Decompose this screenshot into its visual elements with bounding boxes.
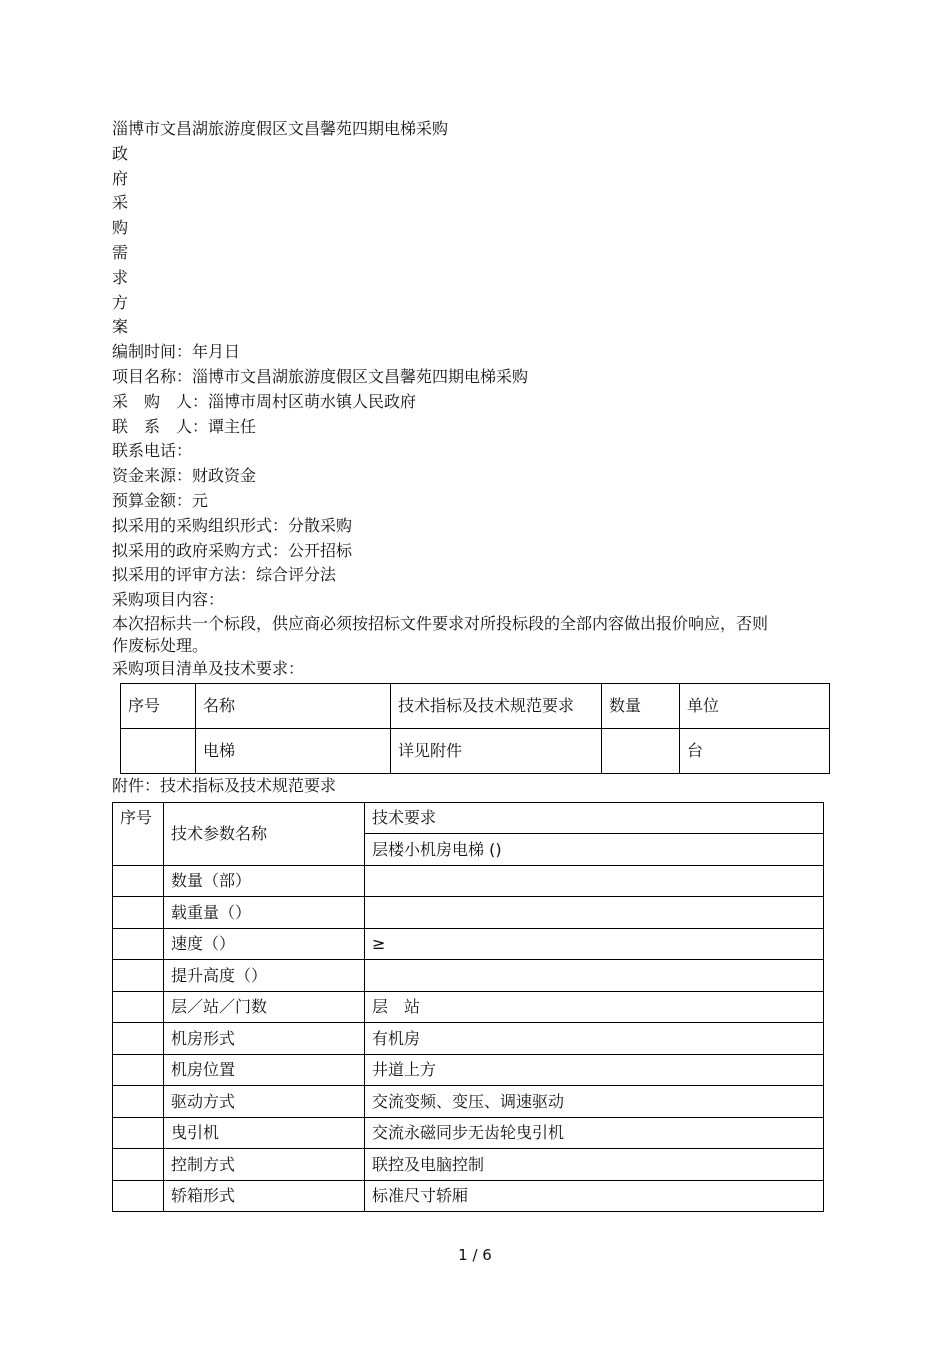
table-cell xyxy=(113,1117,164,1149)
table-cell: 机房位置 xyxy=(164,1054,365,1086)
table-header-row xyxy=(121,683,830,728)
document-content xyxy=(112,117,832,1212)
project-name: 项目名称：淄博市文昌湖旅游度假区文昌馨苑四期电梯采购 xyxy=(112,366,529,386)
table-cell: 有机房 xyxy=(365,1023,824,1055)
table-cell: 机房形式 xyxy=(164,1023,365,1055)
table-cell xyxy=(113,1023,164,1055)
header-cell: 单位 xyxy=(680,683,830,728)
table-row xyxy=(113,991,824,1023)
table-row xyxy=(113,865,824,897)
contact-phone: 联系电话： xyxy=(112,441,193,461)
table-cell xyxy=(365,960,824,992)
table-cell: 驱动方式 xyxy=(164,1086,365,1118)
procurement-list-table xyxy=(120,683,830,774)
table-row xyxy=(113,960,824,992)
vertical-title-char: 案 xyxy=(112,317,129,337)
table-cell: 层 站 xyxy=(365,991,824,1023)
table-cell: 交流永磁同步无齿轮曳引机 xyxy=(365,1117,824,1149)
table-cell xyxy=(113,1149,164,1181)
table-cell: 详见附件 xyxy=(391,728,602,773)
header-cell: 名称 xyxy=(196,683,391,728)
info-block xyxy=(112,340,832,613)
table-cell xyxy=(113,928,164,960)
table-row xyxy=(113,1117,824,1149)
table-row xyxy=(113,928,824,960)
page-number: 1 / 6 xyxy=(458,1246,492,1264)
table-cell xyxy=(113,865,164,897)
table-cell: 标准尺寸轿厢 xyxy=(365,1180,824,1212)
table-cell xyxy=(113,991,164,1023)
table-cell xyxy=(365,865,824,897)
table-cell xyxy=(113,1086,164,1118)
header-cell: 数量 xyxy=(602,683,680,728)
table-cell xyxy=(113,897,164,929)
table-cell xyxy=(113,1180,164,1212)
attachment-heading: 附件：技术指标及技术规范要求 xyxy=(112,775,337,795)
header-cell: 技术指标及技术规范要求 xyxy=(391,683,602,728)
table-row xyxy=(121,728,830,773)
evaluation-method: 拟采用的评审方法：综合评分法 xyxy=(112,565,337,585)
table-cell xyxy=(602,728,680,773)
budget-amount: 预算金额：元 xyxy=(112,490,209,510)
table-cell: 速度（） xyxy=(164,928,365,960)
table-row xyxy=(113,897,824,929)
header-cell: 序号 xyxy=(121,683,196,728)
table-cell: 交流变频、变压、调速驱动 xyxy=(365,1086,824,1118)
technical-spec-table xyxy=(112,802,824,1213)
procurement-method: 拟采用的政府采购方式：公开招标 xyxy=(112,540,353,560)
table-cell: 井道上方 xyxy=(365,1054,824,1086)
table-cell: 载重量（） xyxy=(164,897,365,929)
table-cell: 数量（部） xyxy=(164,865,365,897)
table-cell xyxy=(365,897,824,929)
table-row xyxy=(113,1149,824,1181)
project-content-label: 采购项目内容： xyxy=(112,590,225,610)
table-row xyxy=(113,1023,824,1055)
vertical-title-char: 需 xyxy=(112,242,129,262)
header-cell: 技术要求 xyxy=(365,802,824,834)
table-cell: 电梯 xyxy=(196,728,391,773)
table-row xyxy=(113,1086,824,1118)
header-cell: 序号 xyxy=(113,802,164,865)
table-cell xyxy=(113,1054,164,1086)
vertical-title-char: 政 xyxy=(112,143,129,163)
bid-paragraph: 本次招标共一个标段，供应商必须按招标文件要求对所投标段的全部内容做出报价响应，否则作废标处理。 xyxy=(112,613,769,655)
table-cell: 轿箱形式 xyxy=(164,1180,365,1212)
list-heading: 采购项目清单及技术要求： xyxy=(112,658,305,678)
contact-person: 联 系 人：谭主任 xyxy=(112,416,257,436)
purchaser: 采 购 人：淄博市周村区萌水镇人民政府 xyxy=(112,391,417,411)
table-cell: 台 xyxy=(680,728,830,773)
table-cell: 曳引机 xyxy=(164,1117,365,1149)
table-cell: 提升高度（） xyxy=(164,960,365,992)
vertical-title-char: 府 xyxy=(112,168,129,188)
table-header-row xyxy=(113,802,824,834)
table-cell xyxy=(121,728,196,773)
table-cell xyxy=(113,960,164,992)
vertical-title-char: 方 xyxy=(112,292,129,312)
compile-date: 编制时间：年月日 xyxy=(112,342,241,362)
procurement-organization: 拟采用的采购组织形式：分散采购 xyxy=(112,515,353,535)
vertical-title xyxy=(112,142,832,340)
document-title: 淄博市文昌湖旅游度假区文昌馨苑四期电梯采购 xyxy=(112,119,449,138)
header-cell: 层楼小机房电梯 () xyxy=(365,834,824,866)
table-cell: 层／站／门数 xyxy=(164,991,365,1023)
vertical-title-char: 采 xyxy=(112,193,129,213)
vertical-title-char: 求 xyxy=(112,267,129,287)
header-cell: 技术参数名称 xyxy=(164,802,365,865)
table-cell: ≥ xyxy=(365,928,824,960)
fund-source: 资金来源：财政资金 xyxy=(112,466,257,486)
table-cell: 控制方式 xyxy=(164,1149,365,1181)
table-row xyxy=(113,1180,824,1212)
table-cell: 联控及电脑控制 xyxy=(365,1149,824,1181)
table-row xyxy=(113,1054,824,1086)
vertical-title-char: 购 xyxy=(112,218,129,238)
